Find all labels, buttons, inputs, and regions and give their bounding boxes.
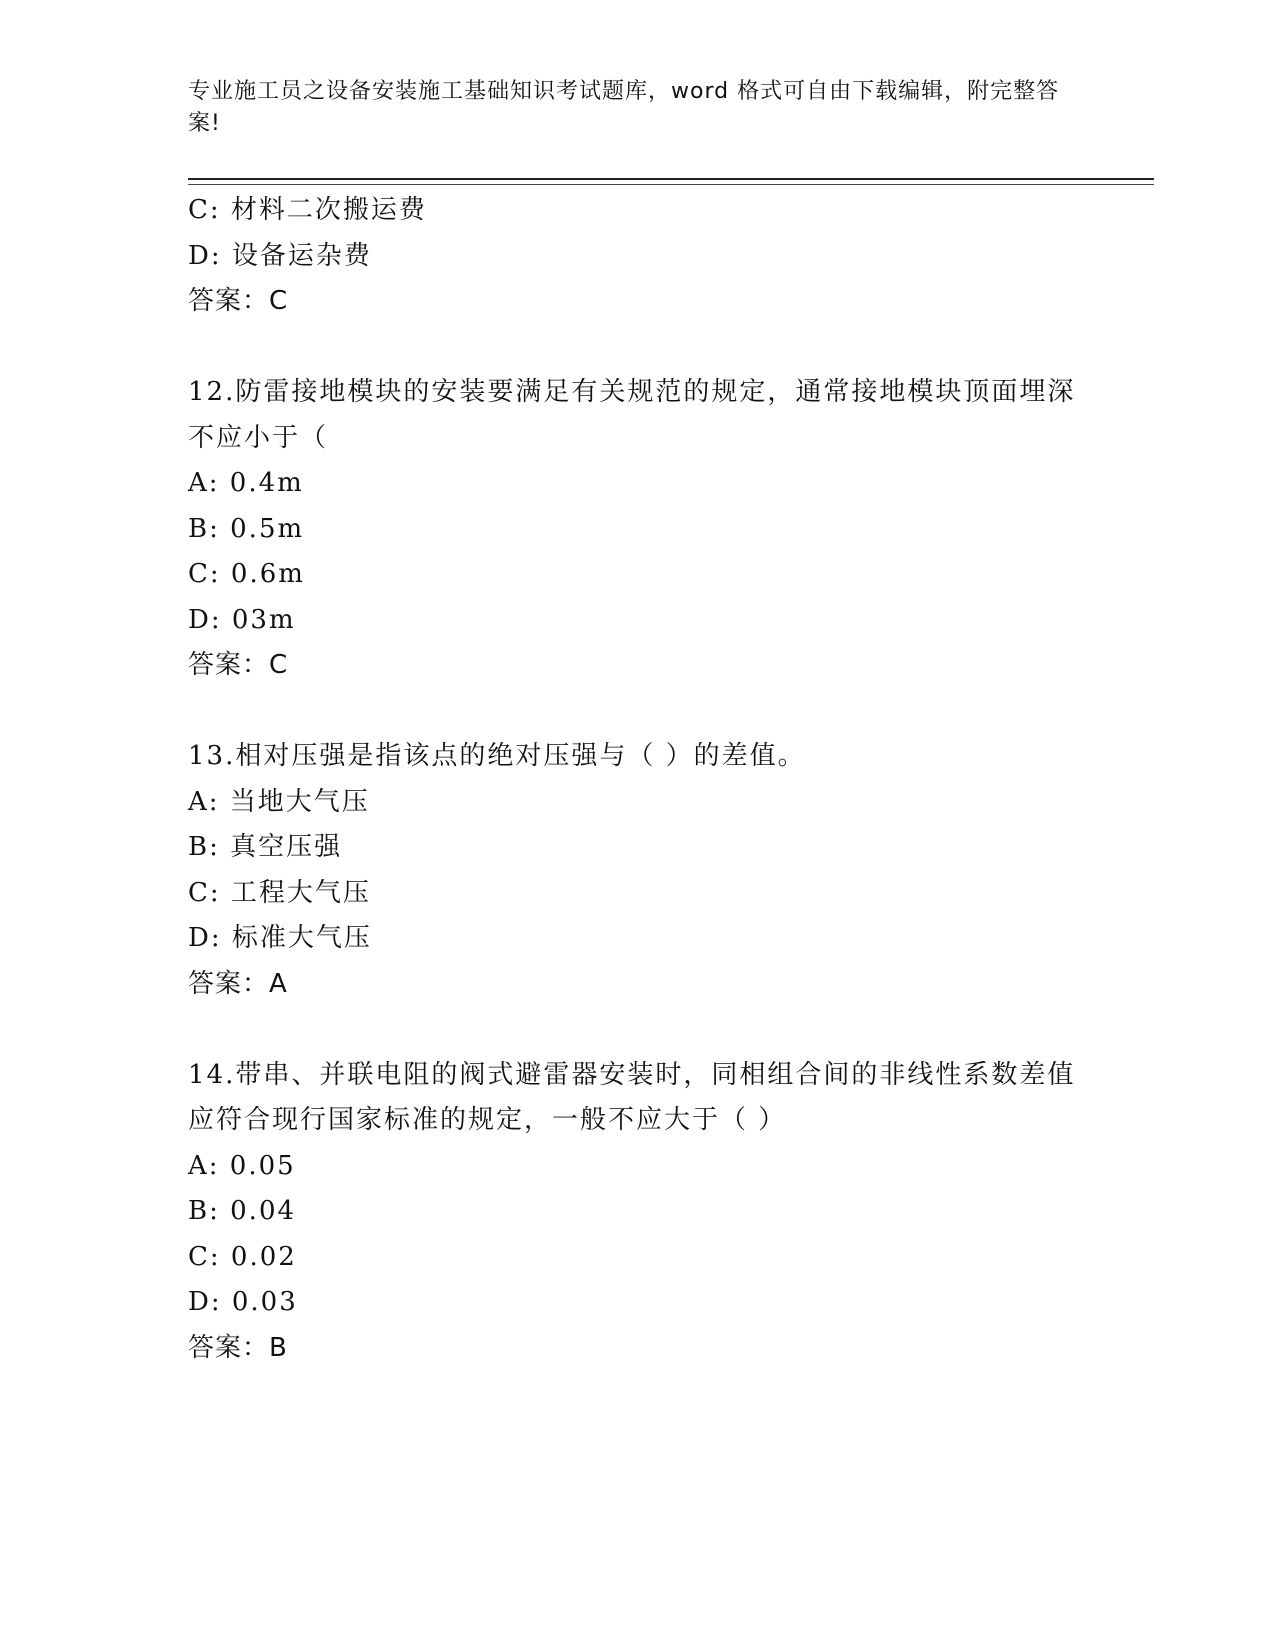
- option-a: A: 当地大气压: [188, 786, 370, 817]
- question-text: 12.防雷接地模块的安装要满足有关规范的规定，通常接地模块顶面埋深不应小于（: [188, 377, 1076, 453]
- option-c: C: 0.6m: [188, 559, 305, 589]
- answer-line: 答案：C: [188, 286, 289, 316]
- option-a: A: 0.05: [188, 1150, 296, 1181]
- header-divider-thick: [188, 178, 1154, 180]
- spacer: [188, 1007, 1088, 1053]
- option-a: A: 0.4m: [188, 468, 304, 498]
- question-list: [188, 188, 1088, 1371]
- answer-line: 答案：A: [188, 968, 288, 999]
- question-text: 14.带串、并联电阻的阀式避雷器安装时，同相组合间的非线性系数差值应符合现行国家标准的规定，一般不应大于（ ）: [188, 1059, 1076, 1135]
- option-b: B: 0.04: [188, 1196, 297, 1226]
- answer-line: 答案：B: [188, 1332, 288, 1363]
- option-d: D: 标准大气压: [188, 923, 372, 953]
- question-13: [188, 734, 1088, 1007]
- answer-line: 答案：C: [188, 650, 289, 680]
- spacer: [188, 325, 1088, 371]
- continued-question: [188, 188, 1088, 325]
- question-14: [188, 1053, 1088, 1372]
- document-header: 专业施工员之设备安装施工基础知识考试题库，word 格式可自由下载编辑，附完整答案!: [188, 79, 1060, 136]
- option-c: C: 工程大气压: [188, 877, 371, 908]
- option-c: C: 0.02: [188, 1241, 297, 1272]
- option-b: B: 0.5m: [188, 513, 305, 544]
- spacer: [188, 689, 1088, 735]
- option-d: D: 0.03: [188, 1287, 298, 1317]
- option-d: D: 03m: [188, 604, 296, 635]
- option-b: B: 真空压强: [188, 832, 343, 862]
- option-c: C: 材料二次搬运费: [188, 195, 427, 225]
- header-divider-thin: [188, 184, 1154, 185]
- option-d: D: 设备运杂费: [188, 240, 372, 271]
- question-12: [188, 370, 1088, 689]
- question-text: 13.相对压强是指该点的绝对压强与（ ）的差值。: [188, 741, 806, 771]
